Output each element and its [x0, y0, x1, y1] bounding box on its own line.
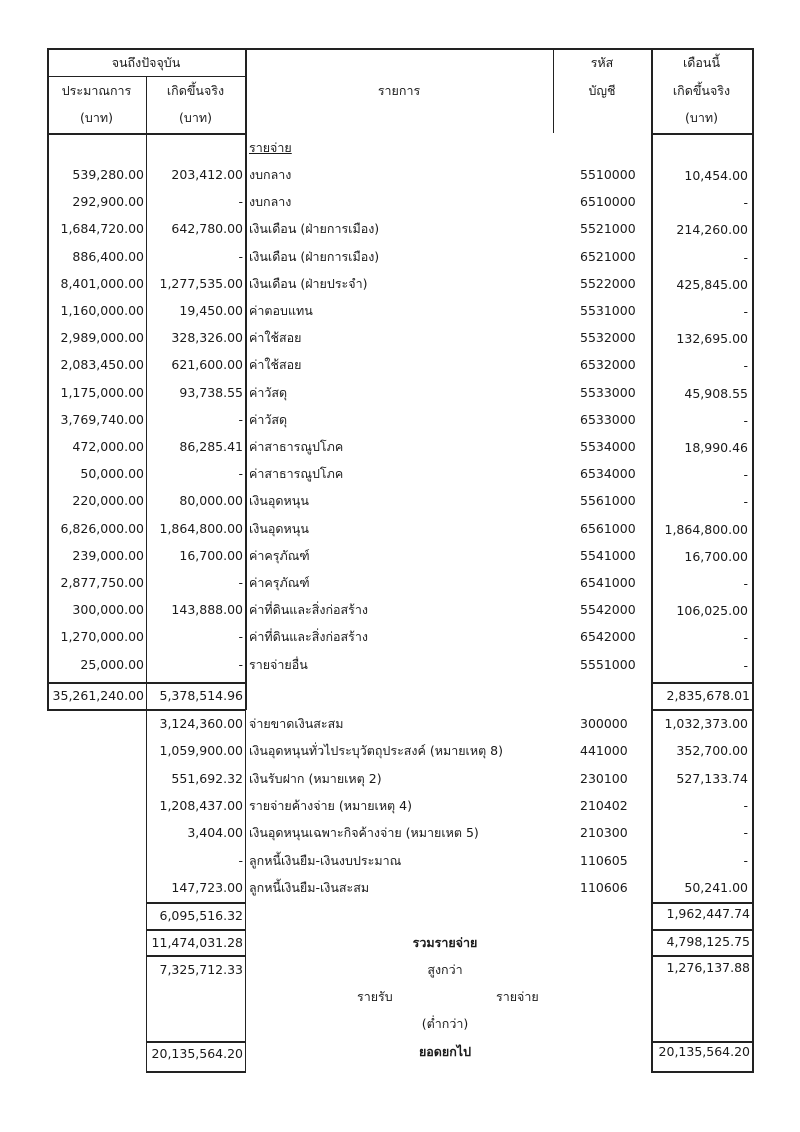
row-item: ค่าใช้สอย	[249, 357, 302, 372]
row-actual: -	[238, 575, 243, 590]
row-estimate: 472,000.00	[72, 439, 144, 454]
header-code-1: รหัส	[590, 55, 614, 70]
row-actual: 16,700.00	[179, 548, 243, 563]
header-actual: เกิดขึ้นจริง	[166, 83, 225, 98]
row-code: 6521000	[580, 249, 636, 264]
row-actual: 3,124,360.00	[159, 716, 243, 731]
row-actual: -	[238, 194, 243, 209]
row-month: 425,845.00	[676, 277, 748, 292]
row-month: 16,700.00	[684, 549, 748, 564]
row-actual: 1,059,900.00	[159, 743, 243, 758]
row-actual: 328,326.00	[171, 330, 243, 345]
rule	[651, 1041, 753, 1043]
header-code-2: บัญชี	[588, 83, 616, 98]
row-actual: 203,412.00	[171, 167, 243, 182]
row-month: -	[743, 358, 748, 373]
subtotal-actual: 6,095,516.32	[159, 908, 243, 923]
total-actual: 11,474,031.28	[151, 935, 243, 950]
row-code: 110605	[580, 853, 628, 868]
row-code: 5533000	[580, 385, 636, 400]
row-month: 10,454.00	[684, 168, 748, 183]
row-estimate: 239,000.00	[72, 548, 144, 563]
row-code: 6561000	[580, 521, 636, 536]
row-code: 5532000	[580, 330, 636, 345]
row-code: 5534000	[580, 439, 636, 454]
header-month-unit: (บาท)	[685, 110, 718, 125]
row-actual: -	[238, 249, 243, 264]
row-month: 1,864,800.00	[664, 522, 748, 537]
rule	[651, 133, 753, 135]
rule	[651, 929, 753, 931]
rule	[146, 902, 245, 904]
row-month: 45,908.55	[684, 386, 748, 401]
row-item: ค่าครุภัณฑ์	[249, 575, 310, 590]
row-item: เงินรับฝาก (หมายเหตุ 2)	[249, 771, 382, 786]
row-month: -	[743, 494, 748, 509]
expense-label: รายจ่าย	[496, 989, 539, 1004]
row-month: -	[743, 853, 748, 868]
section-title: รายจ่าย	[249, 140, 292, 155]
row-month: 50,241.00	[684, 880, 748, 895]
row-estimate: 1,175,000.00	[60, 385, 144, 400]
rule	[752, 48, 754, 1073]
row-code: 210402	[580, 798, 628, 813]
row-month: -	[743, 195, 748, 210]
carry-month: 20,135,564.20	[658, 1044, 750, 1059]
row-actual: 551,692.32	[171, 771, 243, 786]
row-code: 300000	[580, 716, 628, 731]
row-item: ค่าที่ดินและสิ่งก่อสร้าง	[249, 629, 368, 644]
rule	[146, 1071, 245, 1073]
row-item: งบกลาง	[249, 167, 292, 182]
row-item: ค่าสาธารณูปโภค	[249, 466, 344, 481]
row-estimate: 539,280.00	[72, 167, 144, 182]
row-actual: 93,738.55	[179, 385, 243, 400]
row-month: -	[743, 825, 748, 840]
rule	[146, 1041, 245, 1043]
carry-actual: 20,135,564.20	[151, 1046, 243, 1061]
header-month: เดือนนี้	[683, 55, 720, 70]
row-item: เงินอุดหนุนเฉพาะกิจค้างจ่าย (หมายเหต 5)	[249, 825, 479, 840]
lower-label: (ต่ำกว่า)	[421, 1016, 469, 1031]
row-actual: 147,723.00	[171, 880, 243, 895]
row-item: ค่าตอบแทน	[249, 303, 313, 318]
row-estimate: 1,160,000.00	[60, 303, 144, 318]
header-item: รายการ	[377, 83, 421, 98]
row-item: จ่ายขาดเงินสะสม	[249, 716, 344, 731]
header-estimate-unit: (บาท)	[80, 110, 113, 125]
row-actual: -	[238, 466, 243, 481]
total-month: 4,798,125.75	[666, 934, 750, 949]
row-item: รายจ่ายอื่น	[249, 657, 308, 672]
row-actual: 19,450.00	[179, 303, 243, 318]
row-actual: -	[238, 412, 243, 427]
row-actual: -	[238, 657, 243, 672]
row-actual: -	[238, 853, 243, 868]
rule	[47, 709, 245, 711]
row-month: 214,260.00	[676, 222, 748, 237]
rule	[245, 682, 246, 1073]
rule	[146, 929, 245, 931]
row-item: ค่าใช้สอย	[249, 330, 302, 345]
row-month: 106,025.00	[676, 603, 748, 618]
row-actual: 642,780.00	[171, 221, 243, 236]
rule	[651, 1071, 753, 1073]
row-code: 5521000	[580, 221, 636, 236]
header-estimate: ประมาณการ	[61, 83, 132, 98]
rule	[47, 48, 753, 50]
row-month: -	[743, 798, 748, 813]
header-to-date: จนถึงปัจจุบัน	[111, 55, 181, 70]
row-code: 6532000	[580, 357, 636, 372]
row-code: 5561000	[580, 493, 636, 508]
row-estimate: 2,083,450.00	[60, 357, 144, 372]
row-item: เงินอุดหนุน	[249, 493, 309, 508]
row-code: 5542000	[580, 602, 636, 617]
rule	[651, 709, 753, 711]
rule	[47, 682, 245, 684]
row-actual: 1,208,437.00	[159, 798, 243, 813]
row-month: 1,032,373.00	[664, 716, 748, 731]
row-actual: 86,285.41	[179, 439, 243, 454]
row-actual: 143,888.00	[171, 602, 243, 617]
row-month: -	[743, 304, 748, 319]
row-code: 5510000	[580, 167, 636, 182]
row-code: 6541000	[580, 575, 636, 590]
row-actual: 621,600.00	[171, 357, 243, 372]
row-estimate: 220,000.00	[72, 493, 144, 508]
row-actual: -	[238, 629, 243, 644]
row-code: 5551000	[580, 657, 636, 672]
rule	[651, 682, 653, 1073]
row-item: เงินเดือน (ฝ่ายประจำ)	[249, 276, 368, 291]
rule	[146, 955, 245, 957]
row-estimate: 292,900.00	[72, 194, 144, 209]
row-estimate: 25,000.00	[80, 657, 144, 672]
row-month: 132,695.00	[676, 331, 748, 346]
row-estimate: 6,826,000.00	[60, 521, 144, 536]
rule	[651, 955, 753, 957]
row-estimate: 50,000.00	[80, 466, 144, 481]
row-estimate: 1,684,720.00	[60, 221, 144, 236]
row-actual: 80,000.00	[179, 493, 243, 508]
row-item: ค่าวัสดุ	[249, 412, 288, 427]
rule	[651, 902, 753, 904]
row-item: ค่าสาธารณูปโภค	[249, 439, 344, 454]
row-item: ค่าที่ดินและสิ่งก่อสร้าง	[249, 602, 368, 617]
subtotal-month: 1,962,447.74	[666, 906, 750, 921]
row-code: 210300	[580, 825, 628, 840]
row-month: -	[743, 413, 748, 428]
row-estimate: 8,401,000.00	[60, 276, 144, 291]
header-actual-unit: (บาท)	[179, 110, 212, 125]
rule	[245, 48, 247, 710]
rule	[146, 682, 147, 1073]
row-month: 18,990.46	[684, 440, 748, 455]
row-item: เงินเดือน (ฝ่ายการเมือง)	[249, 221, 380, 236]
row-actual: 3,404.00	[187, 825, 243, 840]
row-code: 230100	[580, 771, 628, 786]
row-code: 441000	[580, 743, 628, 758]
total-label: รวมรายจ่าย	[412, 935, 478, 950]
row-item: เงินอุดหนุน	[249, 521, 309, 536]
row-code: 5541000	[580, 548, 636, 563]
higher-label: สูงกว่า	[427, 962, 463, 977]
row-code: 5522000	[580, 276, 636, 291]
row-month: -	[743, 467, 748, 482]
row-item: ค่าครุภัณฑ์	[249, 548, 310, 563]
higher-month: 1,276,137.88	[666, 960, 750, 975]
carry-label: ยอดยกไป	[418, 1044, 472, 1059]
row-estimate: 886,400.00	[72, 249, 144, 264]
expense-total-estimate: 35,261,240.00	[52, 688, 144, 703]
row-item: รายจ่ายค้างจ่าย (หมายเหตุ 4)	[249, 798, 412, 813]
row-item: เงินอุดหนุนทั่วไประบุวัตถุประสงค์ (หมายเหตุ 8)	[249, 743, 503, 758]
row-estimate: 300,000.00	[72, 602, 144, 617]
rule	[651, 682, 753, 684]
row-actual: 1,277,535.00	[159, 276, 243, 291]
row-estimate: 1,270,000.00	[60, 629, 144, 644]
row-month: -	[743, 250, 748, 265]
row-month: 352,700.00	[676, 743, 748, 758]
row-estimate: 3,769,740.00	[60, 412, 144, 427]
row-code: 110606	[580, 880, 628, 895]
row-code: 5531000	[580, 303, 636, 318]
row-month: -	[743, 576, 748, 591]
row-code: 6510000	[580, 194, 636, 209]
row-code: 6534000	[580, 466, 636, 481]
row-item: เงินเดือน (ฝ่ายการเมือง)	[249, 249, 380, 264]
row-estimate: 2,989,000.00	[60, 330, 144, 345]
row-item: งบกลาง	[249, 194, 292, 209]
header-month-actual: เกิดขึ้นจริง	[672, 83, 731, 98]
expense-total-month: 2,835,678.01	[666, 688, 750, 703]
row-item: ลูกหนี้เงินยืม-เงินงบประมาณ	[249, 853, 402, 868]
row-code: 6533000	[580, 412, 636, 427]
row-month: 527,133.74	[676, 771, 748, 786]
row-actual: 1,864,800.00	[159, 521, 243, 536]
income-label: รายรับ	[357, 989, 393, 1004]
row-code: 6542000	[580, 629, 636, 644]
expense-total-actual: 5,378,514.96	[159, 688, 243, 703]
row-month: -	[743, 658, 748, 673]
row-item: ค่าวัสดุ	[249, 385, 288, 400]
row-month: -	[743, 630, 748, 645]
row-item: ลูกหนี้เงินยืม-เงินสะสม	[249, 880, 370, 895]
higher-actual: 7,325,712.33	[159, 962, 243, 977]
row-estimate: 2,877,750.00	[60, 575, 144, 590]
